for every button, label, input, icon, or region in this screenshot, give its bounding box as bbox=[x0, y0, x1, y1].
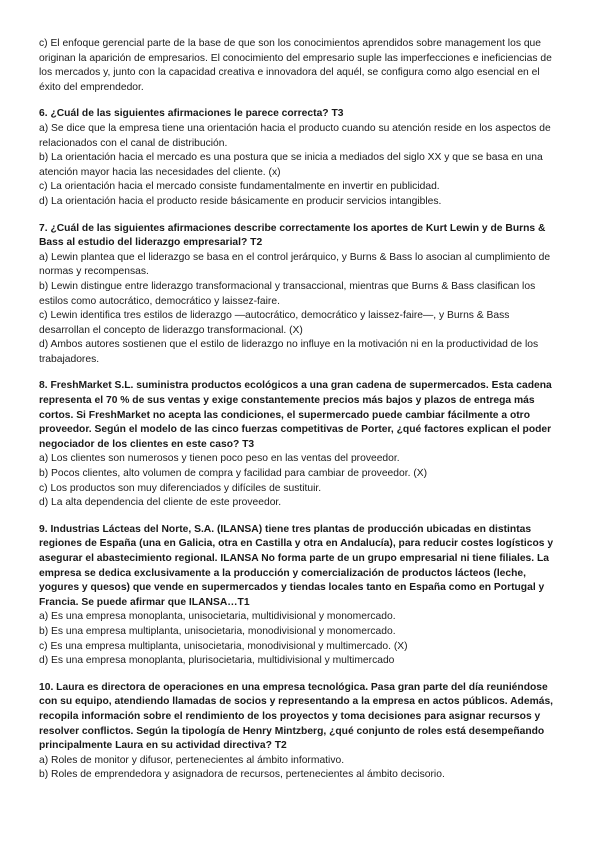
option-a: a) Se dice que la empresa tiene una orientación hacia el producto cuando su atención reside en los aspectos de relacionados con el canal de distribución. bbox=[39, 122, 551, 149]
option-b: b) La orientación hacia el mercado es una postura que se inicia a mediados del siglo XX y que se basa en una atención mayor hacia las necesidades del cliente. (x) bbox=[39, 152, 543, 178]
option-a: a) Los clientes son numerosos y tienen poco peso en las ventas del proveedor. bbox=[39, 453, 400, 465]
question-title: 7. ¿Cuál de las siguientes afirmaciones describe correctamente los aportes de Kurt Lewin y de Burns & Bass al estudio del liderazgo empresarial? T2 bbox=[39, 222, 546, 249]
option-c: c) Es una empresa multiplanta, unisocietaria, monodivisional y multimercado. (X) bbox=[39, 640, 408, 652]
question-title: 6. ¿Cuál de las siguientes afirmaciones le parece correcta? T3 bbox=[39, 108, 344, 120]
option-c: c) Lewin identifica tres estilos de liderazgo —autocrático, democrático y laissez-faire—, y Burns & Bass desarrollan el concepto de liderazgo transformacional. (X) bbox=[39, 310, 510, 336]
option-c: c) La orientación hacia el mercado consiste fundamentalmente en invertir en publicidad. bbox=[39, 181, 440, 193]
question-10 bbox=[39, 681, 563, 783]
question-title: 10. Laura es directora de operaciones en una empresa tecnológica. Pasa gran parte del día reuniéndose con su equipo, atendiendo llamadas de socios y representando a la empresa en actos públicos. Además, recopila información sobre el rendimiento de los proyectos y toma decisiones para asignar recursos y resolver conflictos. Según la tipología de Henry Mintzberg, ¿qué conjunto de roles está desempeñando principalmente Laura en su actividad directiva? T2 bbox=[39, 681, 554, 752]
option-b: b) Pocos clientes, alto volumen de compra y facilidad para cambiar de proveedor. (X) bbox=[39, 468, 428, 480]
option-a: a) Lewin plantea que el liderazgo se basa en el control jerárquico, y Burns & Bass lo asocian al cumplimiento de normas y recompensas. bbox=[39, 251, 551, 278]
option-d: d) Es una empresa monoplanta, plurisocietaria, multidivisional y multimercado bbox=[39, 655, 395, 667]
option-a: a) Es una empresa monoplanta, unisocietaria, multidivisional y monomercado. bbox=[39, 611, 396, 623]
option-c: c) Los productos son muy diferenciados y difíciles de sustituir. bbox=[39, 482, 322, 494]
question-7 bbox=[39, 222, 563, 368]
option-b: b) Lewin distingue entre liderazgo transformacional y transaccional, mientras que Burns & Bass clasifican los estilos como autocrático, democrático y laissez-faire. bbox=[39, 280, 536, 307]
option-d: d) La orientación hacia el producto reside básicamente en producir servicios intangibles. bbox=[39, 195, 442, 207]
question-title: 8. FreshMarket S.L. suministra productos ecológicos a una gran cadena de supermercados. Esta cadena representa el 70 % de sus ventas y exige constantemente precios más bajos y plazos de entrega más cortos. Si FreshMarket no acepta las condiciones, el supermercado puede cambiar fácilmente a otro proveedor. Según el modelo de las cinco fuerzas competitivas de Porter, ¿qué factores explican el poder negociador de los clientes en este caso? T3 bbox=[39, 380, 552, 450]
option-b: b) Es una empresa multiplanta, unisocietaria, monodivisional y monomercado. bbox=[39, 625, 396, 637]
question-9 bbox=[39, 523, 563, 669]
option-d: d) Ambos autores sostienen que el estilo de liderazgo no influye en la motivación ni en la productividad de los trabajadores. bbox=[39, 339, 539, 365]
option-b: b) Roles de emprendedora y asignadora de recursos, pertenecientes al ámbito decisorio. bbox=[39, 769, 445, 781]
intro-paragraph: c) El enfoque gerencial parte de la base de que son los conocimientos aprendidos sobre management los que originan la aparición de empresarios. El conocimiento del empresario suple las imperfecciones e ineficiencias de los mercados y, junto con la capacidad creativa e innovadora del aquél, se configura como algo esencial en el éxito del emprendedor. bbox=[39, 38, 552, 93]
option-a: a) Roles de monitor y difusor, pertenecientes al ámbito informativo. bbox=[39, 754, 345, 766]
question-title: 9. Industrias Lácteas del Norte, S.A. (ILANSA) tiene tres plantas de producción ubicadas en distintas regiones de España (una en Galicia, otra en Castilla y otra en Andalucía), para reducir costes logísticos y asegurar el abastecimiento regional. ILANSA No forma parte de un grupo empresarial ni tiene filiales. La empresa se dedica exclusivamente a la producción y comercialización de productos lácteos (leche, yogures y quesos) que vende en supermercados y tiendas locales tanto en España como en Portugal y Francia. Se puede afirmar que ILANSA…T1 bbox=[39, 523, 554, 608]
document-page bbox=[39, 37, 563, 783]
question-6 bbox=[39, 107, 563, 209]
question-8 bbox=[39, 379, 563, 510]
option-d: d) La alta dependencia del cliente de este proveedor. bbox=[39, 497, 282, 509]
